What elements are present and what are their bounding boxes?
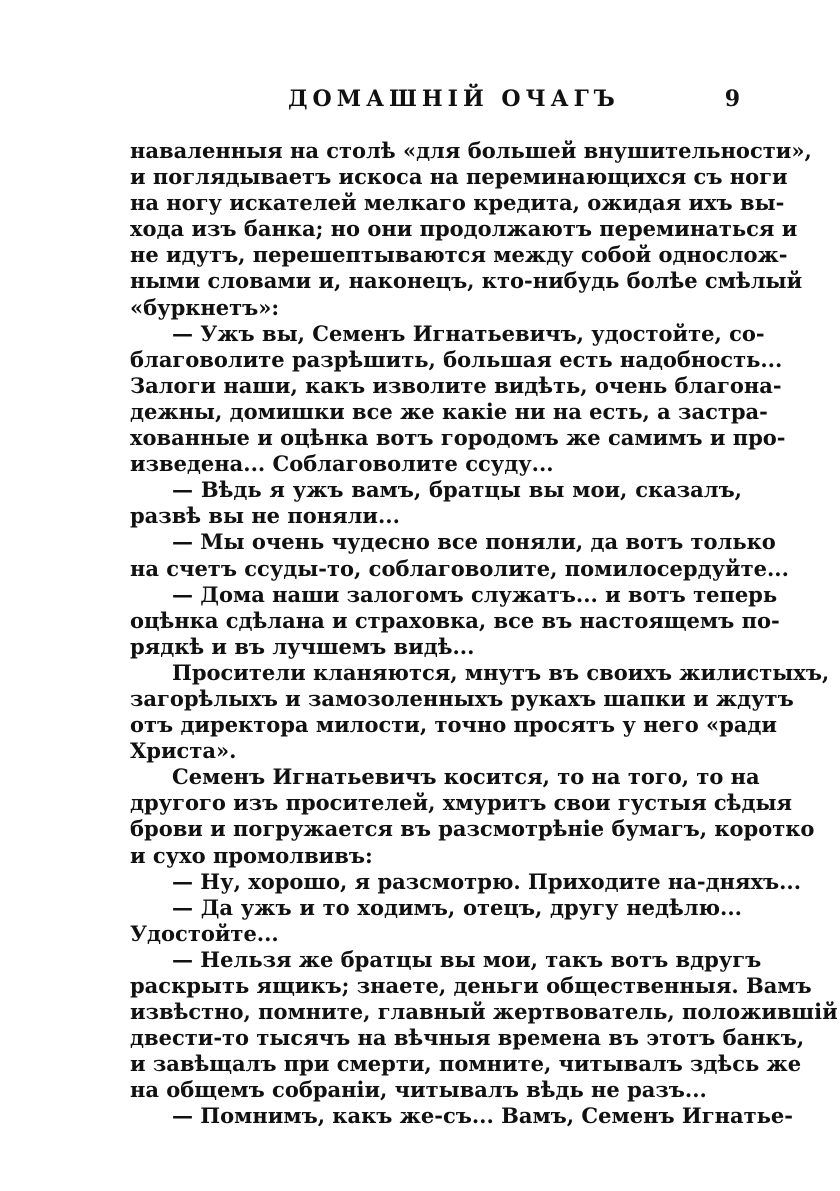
text-line: брови и погружается въ разсмотрѣніе бумагъ, коротко (130, 816, 815, 842)
text-line: — Вѣдь я ужъ вамъ, братцы вы мои, сказалъ, (172, 477, 742, 503)
text-line: хода изъ банка; но они продолжаютъ переминаться и (130, 216, 798, 242)
running-header (130, 86, 742, 116)
text-line: — Ужъ вы, Семенъ Игнатьевичъ, удостойте, со- (172, 320, 765, 346)
text-line: отъ директора милости, точно просятъ у него «ради (130, 712, 778, 738)
text-line: — Нельзя же братцы вы мои, такъ вотъ вдругъ (172, 946, 762, 972)
text-line: благоволите разрѣшить, большая есть надобность... (130, 346, 783, 372)
text-line: раскрыть ящикъ; знаете, деньги общественныя. Вамъ (130, 973, 812, 998)
text-line: загорѣлыхъ и замозоленныхъ рукахъ шапки и ждутъ (130, 685, 794, 711)
text-line: на ногу искателей мелкаго кредита, ожидая ихъ вы- (130, 190, 785, 216)
text-line: — Ну, хорошо, я разсмотрю. Приходите на-дняхъ... (172, 868, 802, 894)
text-line: на счетъ ссуды-то, соблаговолите, помилосердуйте... (130, 555, 789, 581)
text-line: не идутъ, перешептываются между собой однослож- (130, 242, 788, 268)
text-line: и сухо промолвивъ: (130, 842, 373, 868)
page-number: 9 (724, 86, 740, 112)
text-line: на общемъ собраніи, читывалъ вѣдь не разъ... (130, 1077, 707, 1103)
text-line: «буркнетъ»: (130, 294, 280, 320)
text-line: ными словами и, наконецъ, кто-нибудь болѣе смѣлый (130, 268, 803, 294)
text-line: — Дома наши залогомъ служатъ... и вотъ теперь (172, 581, 778, 607)
text-line: другого изъ просителей, хмуритъ свои густыя сѣдыя (130, 790, 793, 816)
text-line: дежны, домишки все же какіе ни на есть, а застра- (130, 398, 768, 424)
text-line: Христа». (130, 738, 237, 764)
text-line: Удостойте... (130, 920, 279, 946)
running-title: ДОМАШНІЙ ОЧАГЪ (288, 86, 620, 112)
text-line: Просители кланяются, мнутъ въ своихъ жилистыхъ, (172, 659, 830, 685)
text-line: двести-то тысячъ на вѣчныя времена въ этотъ банкъ, (130, 1025, 805, 1051)
text-line: и завѣщалъ при смерти, помните, читывалъ здѣсь же (130, 1051, 802, 1077)
text-line: оцѣнка сдѣлана и страховка, все въ настоящемъ по- (130, 607, 780, 633)
text-line: Залоги наши, какъ изволите видѣть, очень благона- (130, 372, 782, 398)
text-line: развѣ вы не поняли... (130, 503, 400, 529)
text-line: извѣстно, помните, главный жертвователь, положившій (130, 999, 838, 1025)
text-line: — Помнимъ, какъ же-съ... Вамъ, Семенъ Игнатье- (172, 1103, 793, 1129)
text-line: — Да ужъ и то ходимъ, отецъ, другу недѣлю... (172, 894, 742, 920)
text-line: наваленныя на столѣ «для большей внушительности», (130, 138, 812, 163)
text-line: рядкѣ и въ лучшемъ видѣ... (130, 633, 475, 659)
text-line: изведена... Соблаговолите ссуду... (130, 451, 554, 477)
text-line: Семенъ Игнатьевичъ косится, то на того, то на (172, 764, 760, 790)
text-line: — Мы очень чудесно все поняли, да вотъ только (172, 529, 776, 555)
page-body-text (130, 138, 838, 1130)
text-line: хованные и оцѣнка вотъ городомъ же самимъ и про- (130, 425, 786, 451)
text-line: и поглядываетъ искоса на переминающихся съ ноги (130, 164, 788, 190)
